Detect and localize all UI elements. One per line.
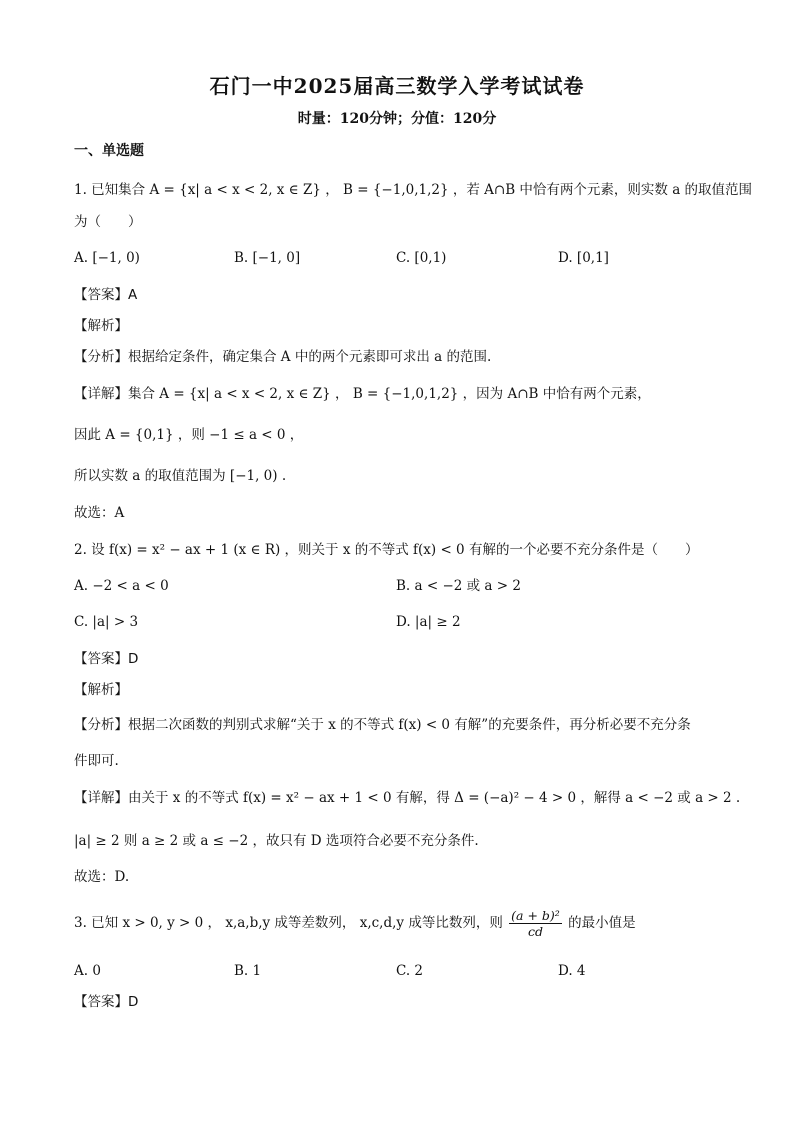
page-title: 石门一中2025届高三数学入学考试试卷 <box>209 74 585 98</box>
q1-option-a: A. [−1, 0) <box>74 250 140 266</box>
q2-analysis-line1: 【分析】根据二次函数的判别式求解“关于 x 的不等式 f(x) < 0 有解”的充要条件，再分析必要不充分条 <box>74 717 691 733</box>
q1-conclusion: 故选：A <box>74 505 125 521</box>
section-heading: 一、单选题 <box>74 143 144 159</box>
q2-option-b: B. a < −2 或 a > 2 <box>396 578 521 594</box>
q3-fraction-denominator: cd <box>527 924 543 939</box>
q3-stem-pre: 3. 已知 x > 0, y > 0 ， x,a,b,y 成等差数列， x,c,d,y 成等比数列，则 <box>74 915 503 931</box>
q3-option-b: B. 1 <box>234 963 262 979</box>
q2-detail-line1: 【详解】由关于 x 的不等式 f(x) = x² − ax + 1 < 0 有解，得 Δ = (−a)² − 4 > 0 ，解得 a < −2 或 a > 2 . <box>74 790 741 806</box>
q2-conclusion: 故选：D. <box>74 869 130 885</box>
q3-fraction-numerator: (a + b)² <box>511 908 560 923</box>
q3-stem-post: 的最小值是 <box>568 915 636 931</box>
q1-option-d: D. [0,1] <box>558 250 609 266</box>
q1-answer: 【答案】A <box>74 287 138 303</box>
q1-detail-line2: 因此 A = {0,1} ，则 −1 ≤ a < 0 ， <box>74 427 304 443</box>
q1-option-c: C. [0,1) <box>396 250 447 266</box>
q1-analysis: 【分析】根据给定条件，确定集合 A 中的两个元素即可求出 a 的范围. <box>74 349 492 365</box>
q2-analysis-tag: 【解析】 <box>74 682 128 698</box>
q2-option-a: A. −2 < a < 0 <box>74 578 169 594</box>
q1-analysis-tag: 【解析】 <box>74 318 128 334</box>
q3-option-d: D. 4 <box>558 963 586 979</box>
q3-option-a: A. 0 <box>74 963 101 979</box>
q3-stem <box>74 906 636 940</box>
q3-option-c: C. 2 <box>396 963 424 979</box>
q1-detail-line1: 【详解】集合 A = {x| a < x < 2, x ∈ Z} ， B = {−1,0,1,2} ，因为 A∩B 中恰有两个元素， <box>74 386 651 402</box>
q2-detail-line2: |a| ≥ 2 则 a ≥ 2 或 a ≤ −2 ，故只有 D 选项符合必要不充分条件. <box>74 833 479 849</box>
q3-fraction <box>509 908 562 939</box>
q3-answer: 【答案】D <box>74 994 139 1010</box>
q2-stem: 2. 设 f(x) = x² − ax + 1 (x ∈ R) ，则关于 x 的不等式 f(x) < 0 有解的一个必要不充分条件是（ ） <box>74 542 699 558</box>
q1-detail-line3: 所以实数 a 的取值范围为 [−1, 0) . <box>74 468 287 484</box>
q1-stem-line1: 1. 已知集合 A = {x| a < x < 2, x ∈ Z} ， B = {−1,0,1,2} ，若 A∩B 中恰有两个元素，则实数 a 的取值范围 <box>74 182 753 198</box>
page-subtitle: 时量：120分钟；分值：120分 <box>297 111 497 127</box>
q2-answer: 【答案】D <box>74 651 139 667</box>
q2-option-d: D. |a| ≥ 2 <box>396 614 461 630</box>
q2-analysis-line2: 件即可. <box>74 753 119 769</box>
q1-stem-line2: 为（ ） <box>74 214 142 230</box>
q1-option-b: B. [−1, 0] <box>234 250 301 266</box>
q2-option-c: C. |a| > 3 <box>74 614 139 630</box>
